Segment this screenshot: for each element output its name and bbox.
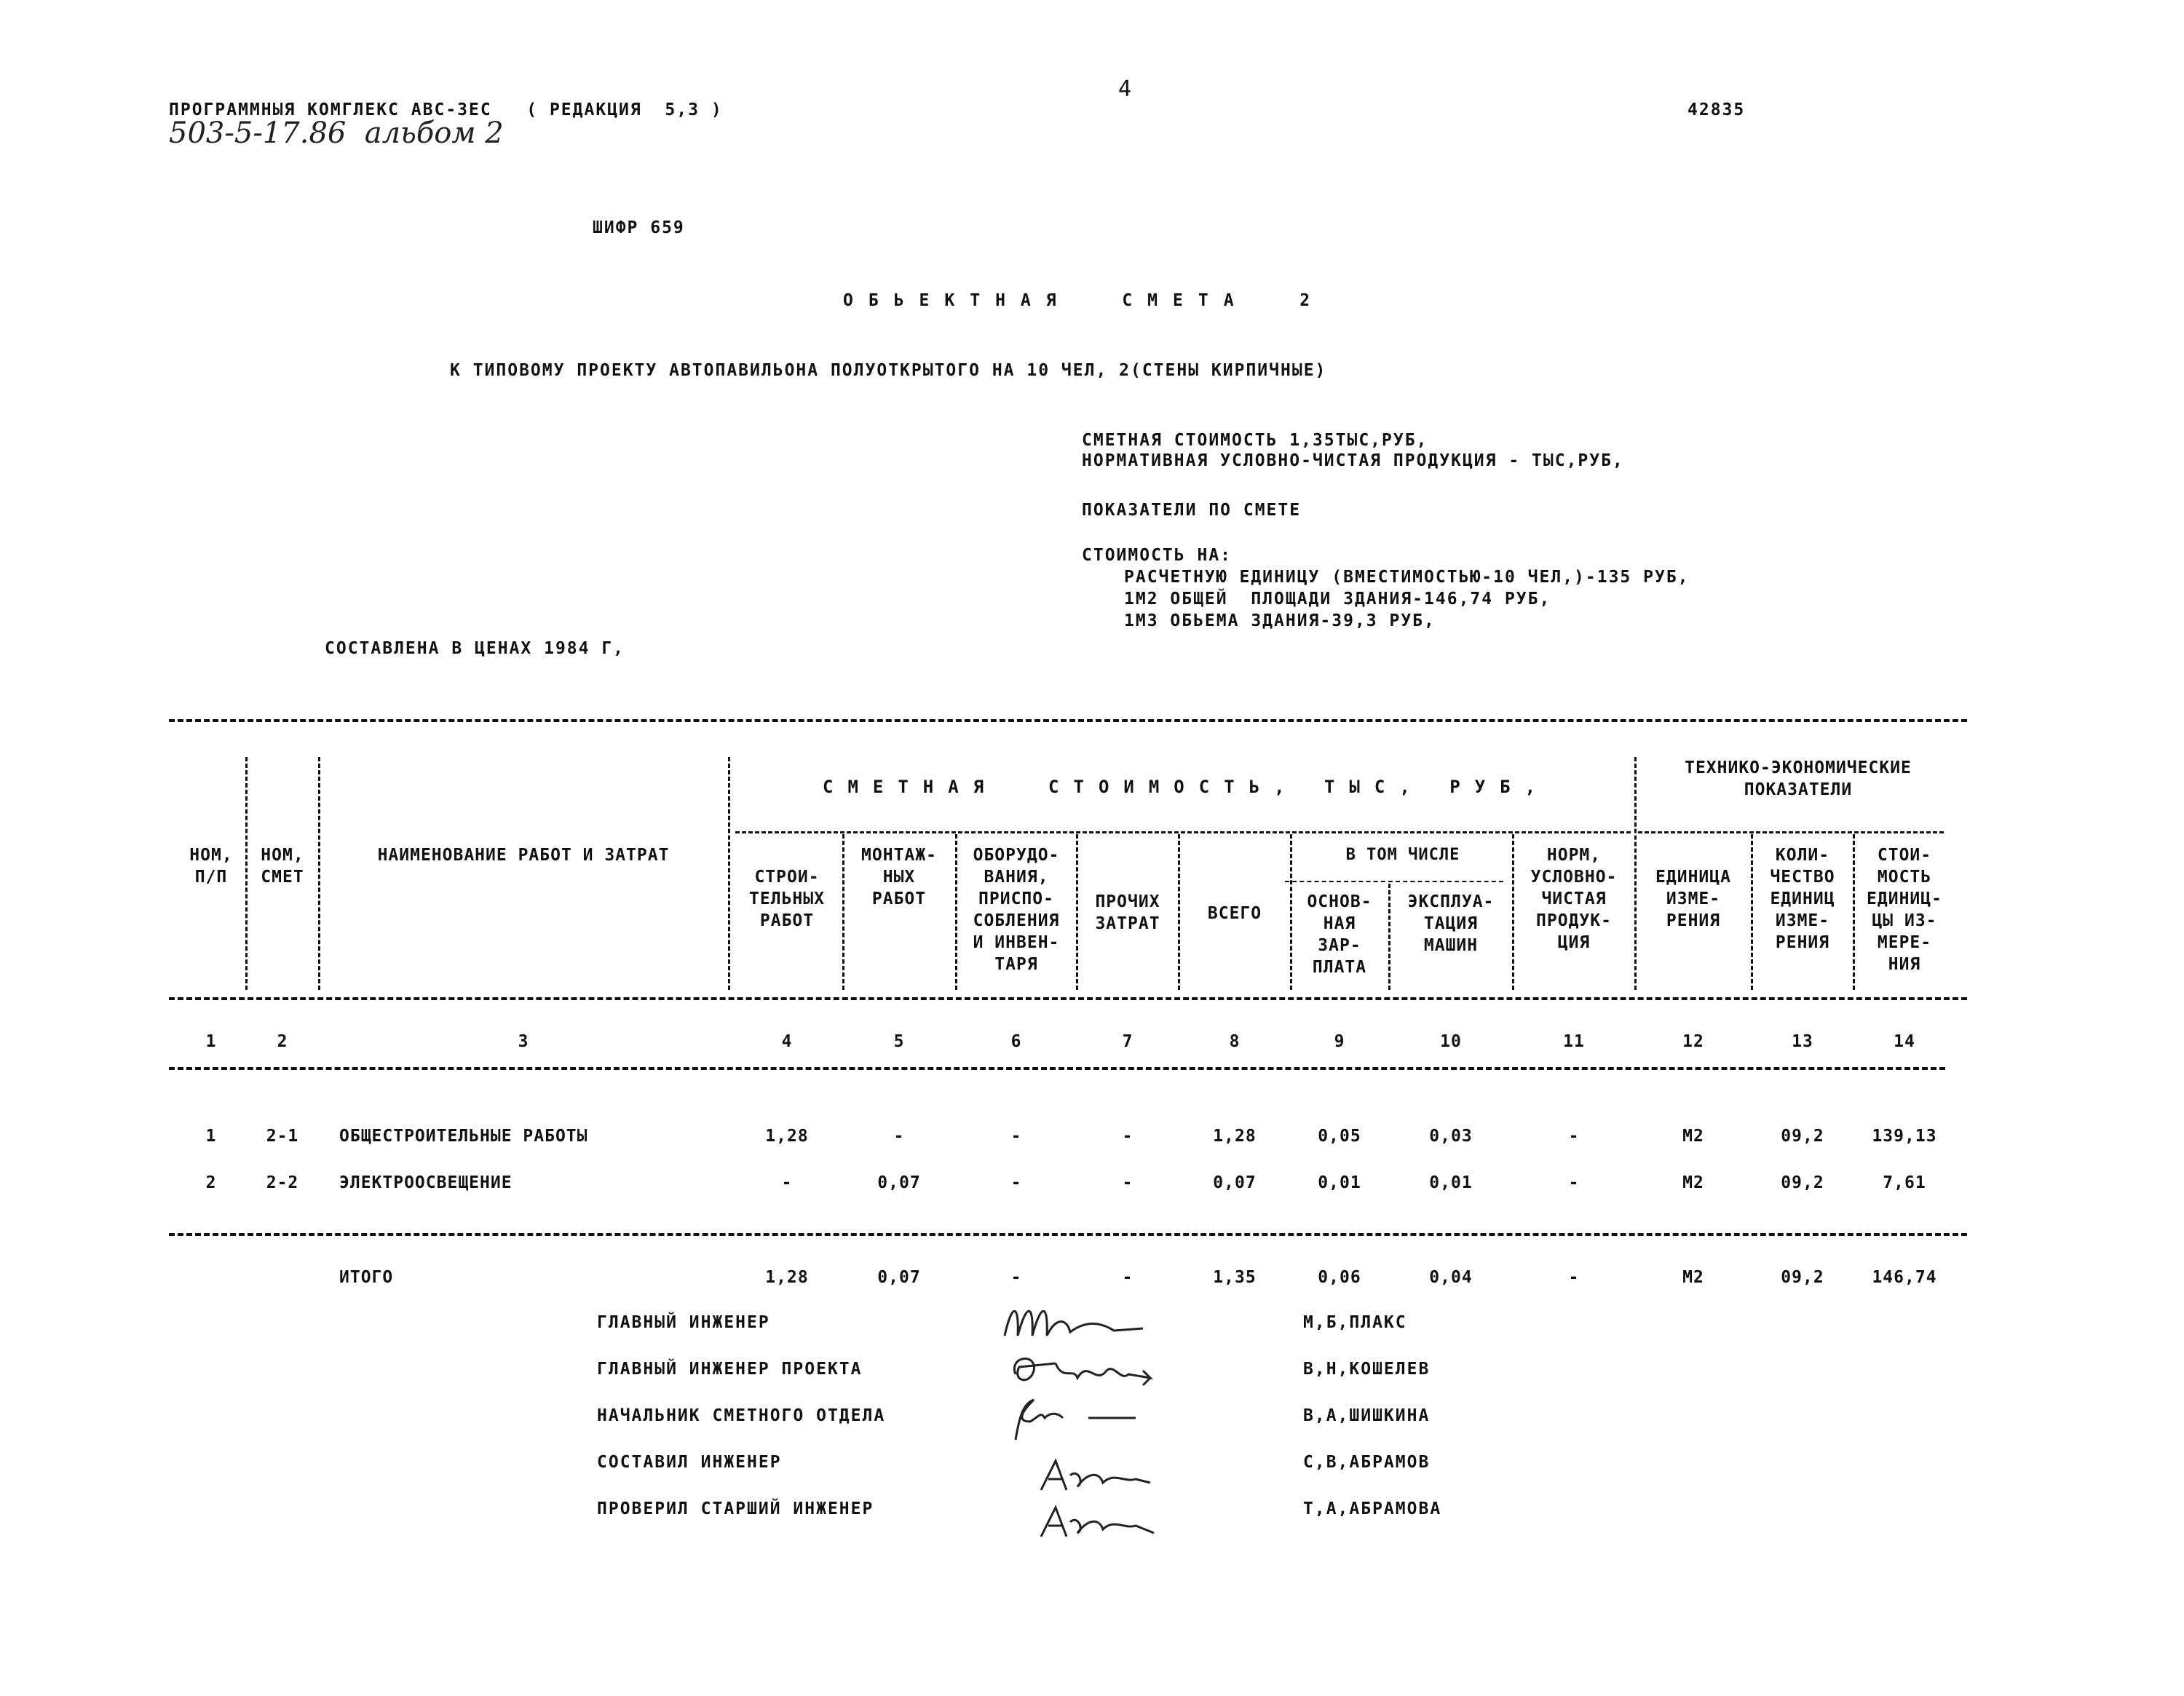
header-wages: ОСНОВ- НАЯ ЗАР- ПЛАТА <box>1307 892 1372 977</box>
table-row-1-smet: 2-1 <box>266 1127 299 1146</box>
total-row-other: - <box>1122 1268 1133 1287</box>
signature-name-3: В,А,ШИШКИНА <box>1303 1406 1431 1425</box>
prices-year: СОСТАВЛЕНА В ЦЕНАХ 1984 Г, <box>325 639 625 658</box>
table-row-2-normative: - <box>1568 1173 1580 1192</box>
handwritten-reference: 503-5-17.86 альбом 2 <box>169 116 504 150</box>
table-row-2-machines: 0,01 <box>1429 1173 1473 1192</box>
incl-subheader: В ТОМ ЧИСЛЕ <box>1345 846 1460 864</box>
table-row-1-num: 1 <box>205 1127 217 1146</box>
colnum: 8 <box>1229 1032 1241 1051</box>
signature-role-4: СОСТАВИЛ ИНЖЕНЕР <box>597 1453 782 1472</box>
colnum: 3 <box>518 1032 529 1051</box>
cost-group-header: СМЕТНАЯ СТОИМОСТЬ, ТЫС, РУБ, <box>823 777 1551 797</box>
tech-subheader-rule <box>1638 831 1944 833</box>
document-title: ОБЬЕКТНАЯ СМЕТА 2 <box>843 291 1326 310</box>
header-installation: МОНТАЖ- НЫХ РАБОТ <box>861 846 937 908</box>
signature-role-1: ГЛАВНЫЙ ИНЖЕНЕР <box>597 1313 770 1332</box>
colnum-bottom-rule <box>169 1067 1945 1070</box>
colnum: 7 <box>1122 1032 1133 1051</box>
table-row-2-name: ЭЛЕКТРООСВЕЩЕНИЕ <box>339 1173 513 1192</box>
table-top-rule <box>169 719 1967 722</box>
colnum: 14 <box>1894 1032 1915 1051</box>
indicators-title: ПОКАЗАТЕЛИ ПО СМЕТЕ <box>1082 501 1302 520</box>
signature-name-1: М,Б,ПЛАКС <box>1303 1313 1407 1332</box>
signature-name-2: В,Н,КОШЕЛЕВ <box>1303 1360 1431 1379</box>
colnum: 10 <box>1440 1032 1462 1051</box>
colnum: 11 <box>1563 1032 1585 1051</box>
header-unit-cost: СТОИ- МОСТЬ ЕДИНИЦ- ЦЫ ИЗ- МЕРЕ- НИЯ <box>1867 846 1942 974</box>
colnum: 1 <box>205 1032 217 1051</box>
signature-role-5: ПРОВЕРИЛ СТАРШИЙ ИНЖЕНЕР <box>597 1499 874 1518</box>
header-machines: ЭКСПЛУА- ТАЦИЯ МАШИН <box>1407 892 1495 955</box>
signature-name-5: Т,А,АБРАМОВА <box>1303 1499 1442 1518</box>
table-row-1-construction: 1,28 <box>765 1127 809 1146</box>
table-row-2-equipment: - <box>1010 1173 1022 1192</box>
table-row-1-normative: - <box>1568 1127 1580 1146</box>
table-row-2-quantity: 09,2 <box>1781 1173 1824 1192</box>
document-subtitle: К ТИПОВОМУ ПРОЕКТУ АВТОПАВИЛЬОНА ПОЛУОТКРЫТОГО НА 10 ЧЕЛ, 2(СТЕНЫ КИРПИЧНЫЕ) <box>450 361 1327 380</box>
total-row-label: ИТОГО <box>339 1268 394 1287</box>
total-row-wages: 0,06 <box>1318 1268 1361 1287</box>
colnum: 12 <box>1682 1032 1704 1051</box>
colnum: 6 <box>1010 1032 1022 1051</box>
cost-per-m2: 1М2 ОБЩЕЙ ПЛОЩАДИ ЗДАНИЯ-146,74 РУБ, <box>1124 590 1551 609</box>
header-num-pp: НОМ, П/П <box>189 846 233 887</box>
header-total: ВСЕГО <box>1207 904 1262 923</box>
table-row-2-wages: 0,01 <box>1318 1173 1361 1192</box>
table-row-1-other: - <box>1122 1127 1133 1146</box>
signature-mark-1 <box>997 1296 1158 1347</box>
table-row-1-quantity: 09,2 <box>1781 1127 1824 1146</box>
header-bottom-rule <box>169 997 1967 1000</box>
table-row-1-unit-cost: 139,13 <box>1872 1127 1937 1146</box>
normative-production: НОРМАТИВНАЯ УСЛОВНО-ЧИСТАЯ ПРОДУКЦИЯ - ТЫС,РУБ, <box>1082 451 1624 470</box>
table-row-2-other: - <box>1122 1173 1133 1192</box>
signature-role-3: НАЧАЛЬНИК СМЕТНОГО ОТДЕЛА <box>597 1406 886 1425</box>
body-bottom-rule <box>169 1233 1967 1236</box>
header-unit: ЕДИНИЦА ИЗМЕ- РЕНИЯ <box>1655 868 1731 930</box>
signature-mark-4 <box>1034 1450 1165 1501</box>
colnum: 5 <box>893 1032 905 1051</box>
total-row-unit: М2 <box>1682 1268 1704 1287</box>
colnum: 2 <box>277 1032 288 1051</box>
table-row-2-construction: - <box>781 1173 793 1192</box>
cost-per-unit: РАСЧЕТНУЮ ЕДИНИЦУ (ВМЕСТИМОСТЬЮ-10 ЧЕЛ,)-135 РУБ, <box>1124 568 1690 587</box>
signature-mark-5 <box>1034 1497 1165 1548</box>
cost-per-title: СТОИМОСТЬ НА: <box>1082 546 1233 565</box>
header-other: ПРОЧИХ ЗАТРАТ <box>1095 892 1160 933</box>
colnum: 13 <box>1792 1032 1813 1051</box>
header-normative: НОРМ, УСЛОВНО- ЧИСТАЯ ПРОДУК- ЦИЯ <box>1530 846 1618 952</box>
cost-per-m3: 1М3 ОБЬЕМА ЗДАНИЯ-39,3 РУБ, <box>1124 611 1436 630</box>
total-row-normative: - <box>1568 1268 1580 1287</box>
table-row-2-unit: М2 <box>1682 1173 1704 1192</box>
table-row-1-machines: 0,03 <box>1429 1127 1473 1146</box>
total-row-installation: 0,07 <box>877 1268 921 1287</box>
total-row-machines: 0,04 <box>1429 1268 1473 1287</box>
cost-subheader-rule <box>735 831 1631 833</box>
header-quantity: КОЛИ- ЧЕСТВО ЕДИНИЦ ИЗМЕ- РЕНИЯ <box>1770 846 1835 952</box>
total-row-equipment: - <box>1010 1268 1022 1287</box>
table-row-2-smet: 2-2 <box>266 1173 299 1192</box>
table-row-1-equipment: - <box>1010 1127 1022 1146</box>
signature-mark-3 <box>1001 1389 1147 1447</box>
total-row-total: 1,35 <box>1213 1268 1257 1287</box>
document-code: 42835 <box>1688 100 1746 119</box>
table-row-1-total: 1,28 <box>1213 1127 1257 1146</box>
table-row-2-installation: 0,07 <box>877 1173 921 1192</box>
incl-subheader-rule <box>1285 881 1503 882</box>
col-sep <box>728 757 730 990</box>
colnum: 4 <box>781 1032 793 1051</box>
table-row-1-wages: 0,05 <box>1318 1127 1361 1146</box>
header-name: НАИМЕНОВАНИЕ РАБОТ И ЗАТРАТ <box>377 846 670 865</box>
table-row-1-name: ОБЩЕСТРОИТЕЛЬНЫЕ РАБОТЫ <box>339 1127 588 1146</box>
cipher: ШИФР 659 <box>593 218 685 237</box>
total-row-unit-cost: 146,74 <box>1872 1268 1937 1287</box>
page-number: 4 <box>1118 76 1132 102</box>
col-sep <box>318 757 320 990</box>
header-construction: СТРОИ- ТЕЛЬНЫХ РАБОТ <box>749 868 825 930</box>
estimated-cost: СМЕТНАЯ СТОИМОСТЬ 1,35ТЫС,РУБ, <box>1082 431 1428 450</box>
header-equipment: ОБОРУДО- ВАНИЯ, ПРИСПО- СОБЛЕНИЯ И ИНВЕН- ТАРЯ <box>973 846 1060 974</box>
total-row-construction: 1,28 <box>765 1268 809 1287</box>
table-row-2-num: 2 <box>205 1173 217 1192</box>
tech-group-header: ТЕХНИКО-ЭКОНОМИЧЕСКИЕ ПОКАЗАТЕЛИ <box>1685 758 1912 799</box>
colnum: 9 <box>1334 1032 1345 1051</box>
signature-name-4: С,В,АБРАМОВ <box>1303 1453 1431 1472</box>
table-row-1-installation: - <box>893 1127 905 1146</box>
total-row-quantity: 09,2 <box>1781 1268 1824 1287</box>
program-line: ПРОГРАММНЫЯ КОМГЛЕКС АВС-3ЕС ( РЕДАКЦИЯ 5,3 ) <box>169 100 723 119</box>
table-row-2-unit-cost: 7,61 <box>1883 1173 1926 1192</box>
table-row-2-total: 0,07 <box>1213 1173 1257 1192</box>
header-num-smet: НОМ, СМЕТ <box>261 846 304 887</box>
table-row-1-unit: М2 <box>1682 1127 1704 1146</box>
signature-role-2: ГЛАВНЫЙ ИНЖЕНЕР ПРОЕКТА <box>597 1360 863 1379</box>
